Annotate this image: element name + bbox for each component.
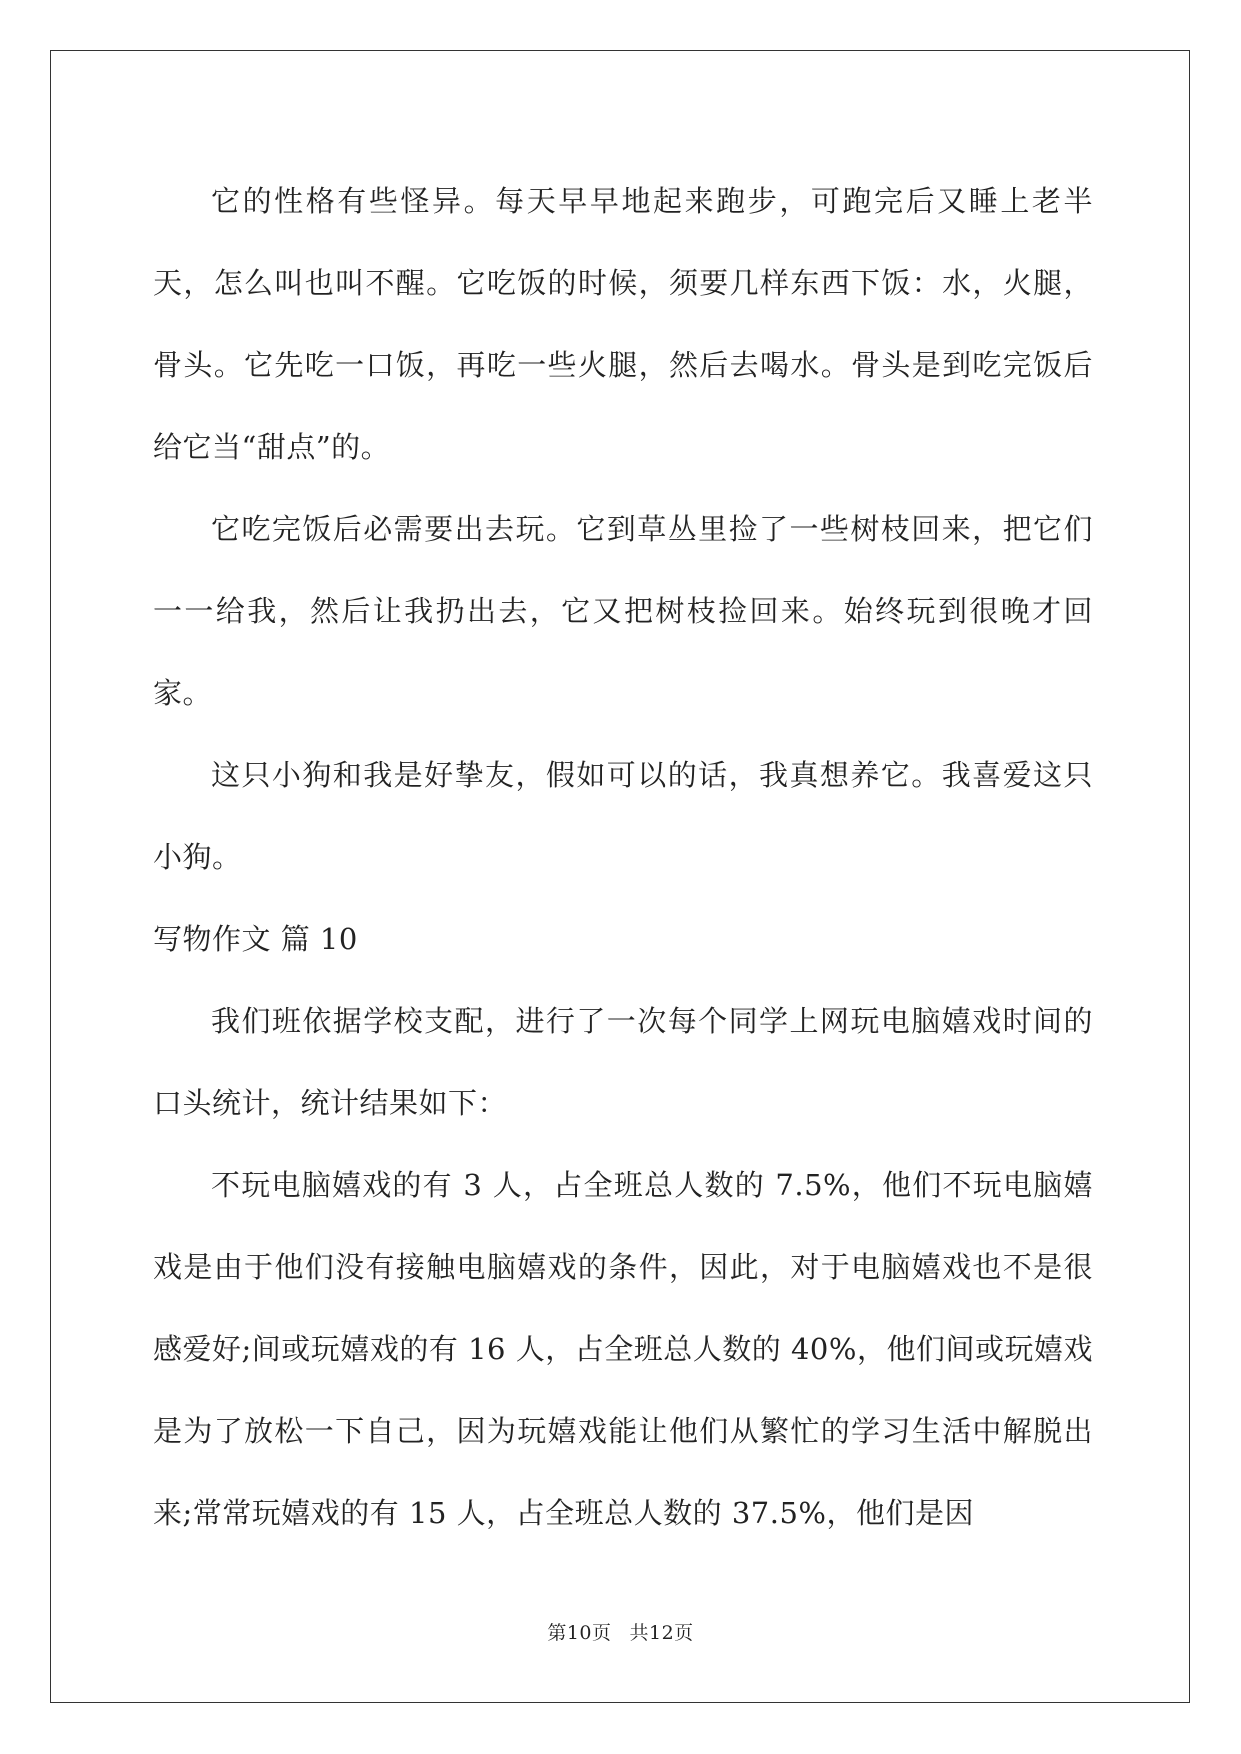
page-number-total: 共12页	[629, 1622, 694, 1644]
paragraph-personality: 它的性格有些怪异。每天早早地起来跑步，可跑完后又睡上老半天，怎么叫也叫不醒。它吃饭的时候，须要几样东西下饭：水，火腿，骨头。它先吃一口饭，再吃一些火腿，然后去喝水。骨头是到吃完饭后给它当“甜点”的。	[153, 184, 1093, 464]
page-footer	[0, 1618, 1241, 1645]
paragraph-play: 它吃完饭后必需要出去玩。它到草丛里捡了一些树枝回来，把它们一一给我，然后让我扔出去，它又把树枝捡回来。始终玩到很晚才回家。	[153, 512, 1093, 710]
section-heading: 写物作文 篇 10	[153, 922, 358, 956]
paragraph-survey-intro: 我们班依据学校支配，进行了一次每个同学上网玩电脑嬉戏时间的口头统计，统计结果如下：	[153, 1004, 1093, 1120]
page-number-current: 第10页	[547, 1622, 612, 1644]
paragraph-survey-results: 不玩电脑嬉戏的有 3 人，占全班总人数的 7.5%，他们不玩电脑嬉戏是由于他们没有接触电脑嬉戏的条件，因此，对于电脑嬉戏也不是很感爱好;间或玩嬉戏的有 16 人，占全班总人数的 40%，他们间或玩嬉戏是为了放松一下自己，因为玩嬉戏能让他们从繁忙的学习生活中解脱出来;常常玩嬉戏的有 15 人，占全班总人数的 37.5%，他们是因	[153, 1168, 1093, 1530]
document-body	[153, 160, 1093, 1554]
paragraph-friend: 这只小狗和我是好挚友，假如可以的话，我真想养它。我喜爱这只小狗。	[153, 758, 1093, 874]
